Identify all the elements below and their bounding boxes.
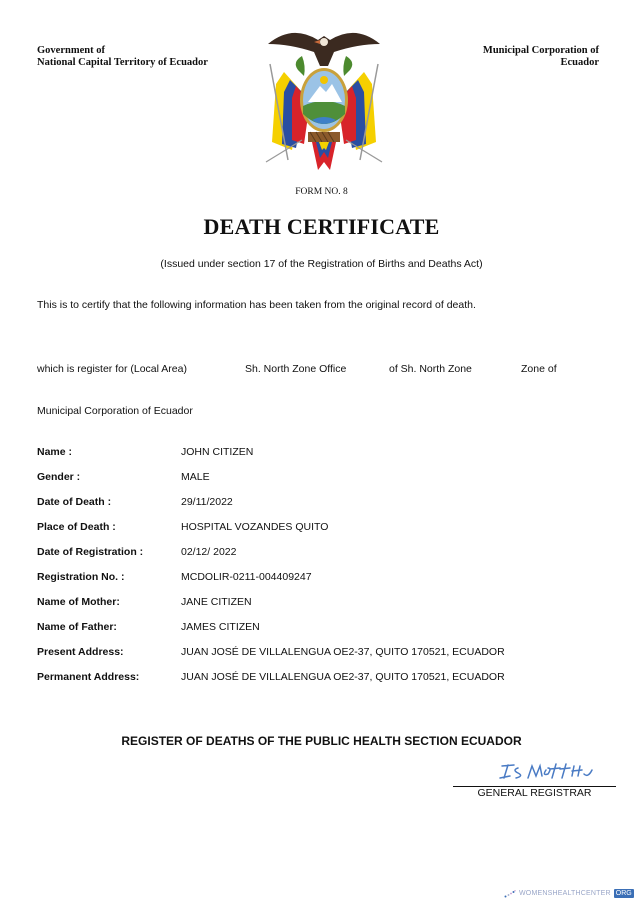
zone-name: of Sh. North Zone [389,363,472,375]
field-value-place-of-death: HOSPITAL VOZANDES QUITO [181,521,329,533]
issuing-government-line2: National Capital Territory of Ecuador [37,57,208,68]
municipal-corporation-text: Municipal Corporation of Ecuador [37,405,193,417]
field-label-father: Name of Father: [37,621,117,633]
municipal-corporation-line1: Municipal Corporation of [482,45,599,56]
local-area-label: which is register for (Local Area) [37,363,187,375]
field-value-present-address: JUAN JOSÉ DE VILLALENGUA OE2-37, QUITO 170521, ECUADOR [181,646,505,658]
field-label-mother: Name of Mother: [37,596,120,608]
coat-of-arms-icon [262,22,386,174]
watermark-text: WOMENSHEALTHCENTER [519,890,611,897]
signature-icon [498,760,598,782]
field-value-registration-no: MCDOLIR-0211-004409247 [181,571,312,583]
field-label-permanent-address: Permanent Address: [37,671,140,683]
register-heading: REGISTER OF DEATHS OF THE PUBLIC HEALTH SECTION ECUADOR [121,734,522,748]
field-label-date-of-registration: Date of Registration : [37,546,144,558]
field-label-place-of-death: Place of Death : [37,521,116,533]
certification-statement: This is to certify that the following information has been taken from the original record of death. [37,299,476,311]
dots-logo-icon [504,890,516,898]
field-label-date-of-death: Date of Death : [37,496,112,508]
issuing-government [37,45,208,69]
field-value-date-of-registration: 02/12/ 2022 [181,546,237,558]
document-subtitle: (Issued under section 17 of the Registration of Births and Deaths Act) [160,258,483,270]
document-title: DEATH CERTIFICATE [203,214,440,239]
field-value-date-of-death: 29/11/2022 [181,496,233,508]
field-label-gender: Gender : [37,471,81,483]
field-value-permanent-address: JUAN JOSÉ DE VILLALENGUA OE2-37, QUITO 170521, ECUADOR [181,671,505,683]
field-value-father: JAMES CITIZEN [181,621,260,633]
zone-of-label: Zone of [521,363,557,375]
municipal-corporation-line2: Ecuador [560,57,599,68]
zone-office: Sh. North Zone Office [245,363,347,375]
field-value-mother: JANE CITIZEN [181,596,252,608]
watermark-badge: ORG [615,890,632,897]
field-label-present-address: Present Address: [37,646,124,658]
registrar-title: GENERAL REGISTRAR [477,787,592,799]
municipal-corporation [483,45,599,69]
issuing-government-line1: Government of [37,45,105,56]
form-number: FORM NO. 8 [295,187,348,197]
field-label-name: Name : [37,446,73,458]
watermark [504,889,634,898]
field-value-name: JOHN CITIZEN [181,446,254,458]
field-label-registration-no: Registration No. : [37,571,125,583]
field-value-gender: MALE [181,471,210,483]
